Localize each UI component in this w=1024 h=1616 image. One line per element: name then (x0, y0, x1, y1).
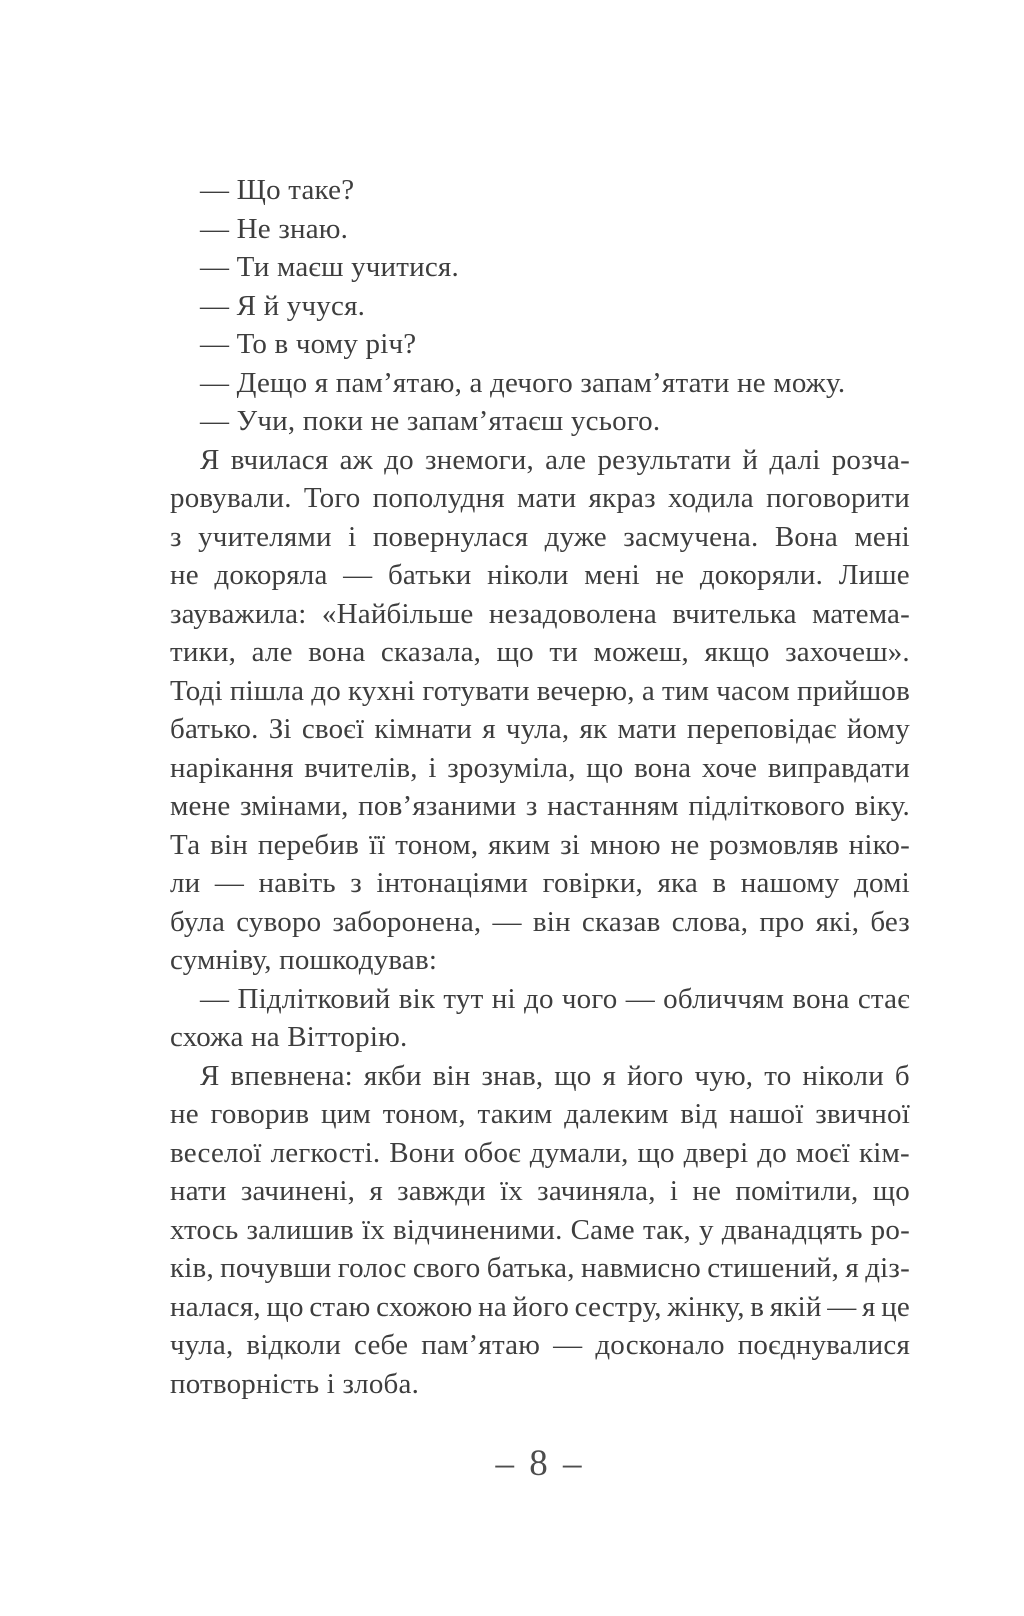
text-line: була суворо заборонена, — він сказав слова, про які, без (170, 905, 910, 938)
text-block (170, 171, 910, 1403)
text-line: схожа на Вітторію. (170, 1021, 408, 1053)
text-line: мене змінами, пов’язаними з настанням підліткового віку. (170, 790, 910, 822)
text-line: — Дещо я пам’ятаю, а дечого запам’ятати не можу. (200, 366, 846, 399)
text-line: ків, почувши голос свого батька, навмисно стишений, я діз- (170, 1252, 910, 1284)
text-line: хтось залишив їх відчиненими. Саме так, у дванадцять ро- (170, 1213, 910, 1246)
text-line: не докоряла — батьки ніколи мені не докоряли. Лише (170, 559, 910, 591)
text-line: — Підлітковий вік тут ні до чого — обличчям вона стає (200, 982, 910, 1015)
text-line: ли — навіть з інтонаціями говірки, яка в нашому домі (170, 867, 910, 899)
text-line: Я вчилася аж до знемоги, але результати й далі розча- (200, 443, 910, 476)
text-line: потворність і злоба. (170, 1367, 420, 1400)
text-line: зауважила: «Найбільше незадоволена вчителька матема- (170, 597, 910, 630)
text-line: нати зачинені, я завжди їх зачиняла, і не помітили, що (170, 1175, 910, 1207)
page-number: – 8 – (495, 1443, 585, 1484)
text-line: сумніву, пошкодував: (170, 944, 438, 976)
text-line: Я впевнена: якби він знав, що я його чую, то ніколи б (200, 1059, 910, 1092)
text-line: налася, що стаю схожою на його сестру, жінку, в якій — я це (170, 1290, 910, 1323)
text-line: нарікання вчителів, і зрозуміла, що вона хоче виправдати (170, 751, 910, 784)
text-line: Та він перебив її тоном, яким зі мною не розмовляв ніко- (170, 828, 910, 861)
text-line: ровували. Того пополудня мати якраз ходила поговорити (170, 482, 910, 514)
text-line: — Я й учуся. (200, 289, 366, 322)
text-line: — Ти маєш учитися. (200, 251, 459, 283)
text-line: — То в чому річ? (200, 328, 417, 360)
text-line: — Що таке? (200, 174, 355, 206)
text-line: — Учи, поки не запам’ятаєш усього. (200, 405, 661, 437)
text-line: — Не знаю. (200, 212, 349, 245)
text-line: Тоді пішла до кухні готувати вечерю, а тим часом прийшов (170, 674, 910, 707)
text-line: не говорив цим тоном, таким далеким від нашої звичної (170, 1098, 910, 1130)
text-line: чула, відколи себе пам’ятаю — досконало поєднувалися (170, 1329, 910, 1361)
text-line: тики, але вона сказала, що ти можеш, якщо захочеш». (170, 636, 910, 668)
text-line: з учителями і повернулася дуже засмучена. Вона мені (170, 520, 910, 553)
text-line: веселої легкості. Вони обоє думали, що двері до моєї кім- (170, 1136, 910, 1169)
text-line: батько. Зі своєї кімнати я чула, як мати переповідає йому (170, 713, 910, 745)
